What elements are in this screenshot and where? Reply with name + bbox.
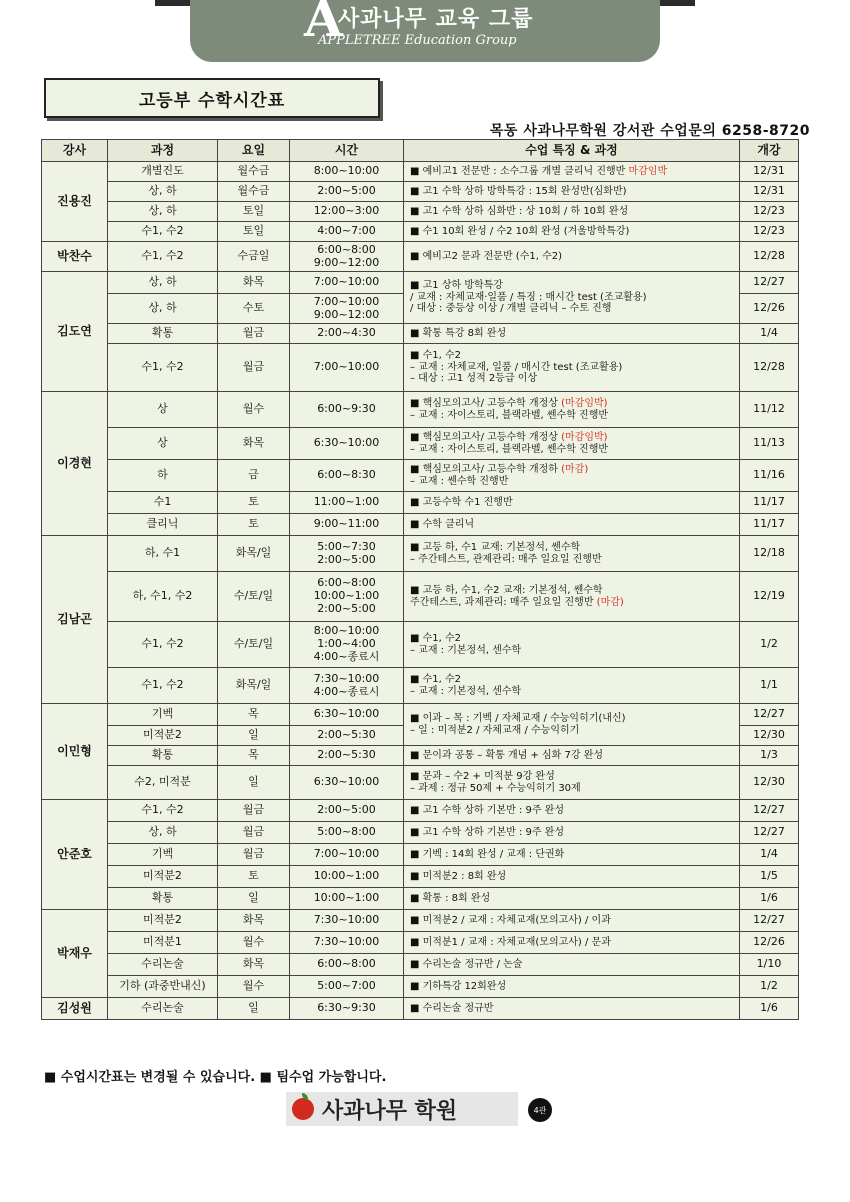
- start-date-cell: 12/26: [740, 932, 799, 954]
- time-cell: 6:30~9:30: [290, 998, 404, 1020]
- feature-text: ■ 확통 : 8회 완성: [410, 892, 491, 904]
- days-cell: 화목: [218, 954, 290, 976]
- table-row: [42, 460, 799, 492]
- feature-text-detail: – 교재 : 자이스토리, 블랙라벨, 쎈수학 진행반: [410, 443, 609, 455]
- days-cell: 월수금: [218, 182, 290, 202]
- course-cell: 상, 하: [108, 182, 218, 202]
- contact-info: 목동 사과나무학원 강서관 수업문의 6258-8720: [489, 123, 810, 139]
- feature-text: ■ 수학 클리닉: [410, 518, 475, 530]
- feature-cell: [404, 514, 740, 536]
- start-date-cell: 12/27: [740, 822, 799, 844]
- start-date-cell: 11/13: [740, 428, 799, 460]
- course-cell: 수2, 미적분: [108, 766, 218, 800]
- col-header-start: 개강: [740, 140, 799, 162]
- feature-text: ■ 문이과 공통 – 확통 개념 + 심화 7강 완성: [410, 749, 604, 761]
- feature-cell: [404, 428, 740, 460]
- table-row: [42, 492, 799, 514]
- time-cell: 7:30~10:00 4:00~종료시: [290, 668, 404, 704]
- col-header-days: 요일: [218, 140, 290, 162]
- table-row: [42, 222, 799, 242]
- table-row: [42, 998, 799, 1020]
- days-cell: 월금: [218, 344, 290, 392]
- start-date-cell: 1/4: [740, 324, 799, 344]
- table-row: [42, 272, 799, 294]
- table-row: [42, 324, 799, 344]
- time-cell: 7:00~10:00 9:00~12:00: [290, 294, 404, 324]
- time-cell: 7:30~10:00: [290, 932, 404, 954]
- feature-cell: [404, 460, 740, 492]
- start-date-cell: 11/17: [740, 492, 799, 514]
- start-date-cell: 12/18: [740, 536, 799, 572]
- start-date-cell: 1/6: [740, 998, 799, 1020]
- days-cell: 월수금: [218, 162, 290, 182]
- feature-cell: [404, 272, 740, 324]
- start-date-cell: 12/30: [740, 726, 799, 746]
- course-cell: 하, 수1, 수2: [108, 572, 218, 622]
- course-cell: 기하 (과중반내신): [108, 976, 218, 998]
- feature-text: ■ 미적분2 : 8회 완성: [410, 870, 507, 882]
- col-header-time: 시간: [290, 140, 404, 162]
- days-cell: 수토: [218, 294, 290, 324]
- days-cell: 화목: [218, 910, 290, 932]
- time-cell: 5:00~7:30 2:00~5:00: [290, 536, 404, 572]
- feature-cell: [404, 392, 740, 428]
- days-cell: 월수: [218, 976, 290, 998]
- table-row: [42, 668, 799, 704]
- feature-text: ■ 수리논술 정규반 / 논술: [410, 958, 523, 970]
- table-row: [42, 822, 799, 844]
- teacher-cell: 김남곤: [42, 536, 108, 704]
- feature-cell: [404, 182, 740, 202]
- time-cell: 11:00~1:00: [290, 492, 404, 514]
- schedule-body: [42, 162, 799, 1020]
- table-row: [42, 910, 799, 932]
- col-header-course: 과정: [108, 140, 218, 162]
- time-cell: 7:30~10:00: [290, 910, 404, 932]
- feature-text: ■ 수1, 수2 – 교재 : 기본정석, 센수학: [410, 673, 522, 697]
- start-date-cell: 11/16: [740, 460, 799, 492]
- time-cell: 12:00~3:00: [290, 202, 404, 222]
- feature-text: ■ 고등 하, 수1 교재: 기본정석, 쎈수학 – 주간테스트, 관제관리: 매주 일요일 진행반: [410, 541, 602, 565]
- feature-text: ■ 핵심모의고사/ 고등수학 개정상: [410, 397, 558, 409]
- start-date-cell: 12/26: [740, 294, 799, 324]
- feature-text: ■ 고1 수학 상하 기본반 : 9주 완성: [410, 826, 565, 838]
- course-cell: 상: [108, 428, 218, 460]
- days-cell: 월금: [218, 800, 290, 822]
- feature-cell: [404, 242, 740, 272]
- days-cell: 토: [218, 866, 290, 888]
- days-cell: 수/토/일: [218, 622, 290, 668]
- start-date-cell: 12/27: [740, 704, 799, 726]
- course-cell: 확통: [108, 746, 218, 766]
- feature-text: ■ 문과 – 수2 + 미적분 9강 완성 – 과제 : 정규 50제 + 수능익히기 30제: [410, 770, 581, 794]
- feature-cell: [404, 800, 740, 822]
- table-row: [42, 844, 799, 866]
- course-cell: 클리닉: [108, 514, 218, 536]
- feature-text: ■ 예비고1 전문반 : 소수그룹 개별 클리닉 진행반: [410, 165, 626, 177]
- col-header-features: 수업 특징 & 과정: [404, 140, 740, 162]
- feature-text: ■ 수1, 수2 – 교재 : 기본정석, 센수학: [410, 632, 522, 656]
- days-cell: 일: [218, 766, 290, 800]
- start-date-cell: 12/23: [740, 202, 799, 222]
- apple-icon: [292, 1098, 314, 1120]
- feature-cell: [404, 324, 740, 344]
- table-row: [42, 182, 799, 202]
- feature-text: ■ 수1, 수2 – 교재 : 자체교재, 일품 / 매시간 test (조교활용) – 대상 : 고1 성적 2등급 이상: [410, 349, 623, 385]
- teacher-cell: 이민형: [42, 704, 108, 800]
- feature-text: ■ 핵심모의고사/ 고등수학 개정하: [410, 463, 558, 475]
- days-cell: 화목/일: [218, 536, 290, 572]
- header-edge-left: [155, 0, 190, 6]
- feature-cell: [404, 572, 740, 622]
- feature-text-detail: – 교재 : 자이스토리, 블랙라벨, 쎈수학 진행반: [410, 409, 609, 421]
- table-row: [42, 932, 799, 954]
- time-cell: 5:00~8:00: [290, 822, 404, 844]
- table-row: [42, 514, 799, 536]
- deadline-badge: (마감임박): [561, 397, 608, 409]
- course-cell: 하, 수1: [108, 536, 218, 572]
- start-date-cell: 1/4: [740, 844, 799, 866]
- footer-academy-name: 사과나무 학원: [322, 1098, 458, 1124]
- feature-text: ■ 이과 – 목 : 기벡 / 자체교재 / 수능익히기(내신) – 일 : 미적분2 / 자체교재 / 수능익히기: [410, 712, 626, 736]
- feature-text: ■ 고1 수학 상하 기본반 : 9주 완성: [410, 804, 565, 816]
- feature-text: ■ 기벡 : 14회 완성 / 교재 : 단권화: [410, 848, 565, 860]
- branch-badge: 4관: [528, 1098, 552, 1122]
- feature-cell: [404, 344, 740, 392]
- days-cell: 토일: [218, 222, 290, 242]
- course-cell: 기벡: [108, 704, 218, 726]
- days-cell: 화목: [218, 428, 290, 460]
- course-cell: 수1, 수2: [108, 344, 218, 392]
- time-cell: 6:30~10:00: [290, 766, 404, 800]
- feature-cell: [404, 954, 740, 976]
- feature-text: ■ 미적분2 / 교재 : 자체교재(모의고사) / 이과: [410, 914, 611, 926]
- days-cell: 토일: [218, 202, 290, 222]
- days-cell: 월금: [218, 324, 290, 344]
- footer-logo: [286, 1092, 518, 1126]
- feature-text-detail: – 교재 : 쎈수학 진행반: [410, 475, 509, 487]
- course-cell: 수리논술: [108, 998, 218, 1020]
- feature-cell: [404, 998, 740, 1020]
- schedule-table: [41, 139, 799, 1020]
- start-date-cell: 12/27: [740, 272, 799, 294]
- feature-cell: [404, 492, 740, 514]
- table-row: [42, 866, 799, 888]
- start-date-cell: 12/27: [740, 800, 799, 822]
- time-cell: 6:00~9:30: [290, 392, 404, 428]
- table-row: [42, 344, 799, 392]
- teacher-cell: 안준호: [42, 800, 108, 910]
- time-cell: 8:00~10:00: [290, 162, 404, 182]
- feature-cell: [404, 844, 740, 866]
- days-cell: 토: [218, 492, 290, 514]
- deadline-badge: (마감): [561, 463, 589, 475]
- teacher-cell: 진용진: [42, 162, 108, 242]
- course-cell: 상: [108, 392, 218, 428]
- course-cell: 수1, 수2: [108, 622, 218, 668]
- time-cell: 6:00~8:00: [290, 954, 404, 976]
- start-date-cell: 12/28: [740, 242, 799, 272]
- feature-text: ■ 기하특강 12회완성: [410, 980, 507, 992]
- feature-text: ■ 수1 10회 완성 / 수2 10회 완성 (겨울방학특강): [410, 225, 630, 237]
- feature-text: ■ 고1 수학 상하 심화반 : 상 10회 / 하 10회 완성: [410, 205, 629, 217]
- time-cell: 6:30~10:00: [290, 704, 404, 726]
- days-cell: 목: [218, 704, 290, 726]
- feature-cell: [404, 766, 740, 800]
- feature-cell: [404, 622, 740, 668]
- days-cell: 화목: [218, 272, 290, 294]
- feature-cell: [404, 668, 740, 704]
- feature-text: ■ 고등 하, 수1, 수2 교재: 기본정석, 쎈수학 주간테스트, 과제관리: 매주 일요일 진행반: [410, 584, 603, 608]
- course-cell: 미적분2: [108, 726, 218, 746]
- feature-cell: [404, 932, 740, 954]
- table-row: [42, 746, 799, 766]
- feature-text: ■ 예비고2 문과 전문반 (수1, 수2): [410, 250, 563, 262]
- teacher-cell: 김성원: [42, 998, 108, 1020]
- course-cell: 수1, 수2: [108, 242, 218, 272]
- deadline-badge: (마감): [596, 596, 624, 608]
- course-cell: 상, 하: [108, 822, 218, 844]
- days-cell: 목: [218, 746, 290, 766]
- course-cell: 상, 하: [108, 272, 218, 294]
- feature-cell: [404, 704, 740, 746]
- course-cell: 하: [108, 460, 218, 492]
- days-cell: 화목/일: [218, 668, 290, 704]
- course-cell: 수1, 수2: [108, 222, 218, 242]
- time-cell: 4:00~7:00: [290, 222, 404, 242]
- course-cell: 상, 하: [108, 202, 218, 222]
- feature-cell: [404, 746, 740, 766]
- table-row: [42, 800, 799, 822]
- start-date-cell: 1/6: [740, 888, 799, 910]
- feature-cell: [404, 866, 740, 888]
- logo-korean: 사과나무 교육 그룹: [338, 7, 534, 32]
- start-date-cell: 12/23: [740, 222, 799, 242]
- table-row: [42, 572, 799, 622]
- start-date-cell: 1/2: [740, 622, 799, 668]
- days-cell: 월수: [218, 392, 290, 428]
- time-cell: 6:00~8:30: [290, 460, 404, 492]
- course-cell: 미적분2: [108, 910, 218, 932]
- start-date-cell: 12/19: [740, 572, 799, 622]
- notes-text: ■ 수업시간표는 변경될 수 있습니다. ■ 팀수업 가능합니다.: [44, 1070, 387, 1085]
- teacher-cell: 박재우: [42, 910, 108, 998]
- table-header-row: [42, 140, 799, 162]
- feature-cell: [404, 888, 740, 910]
- table-row: [42, 536, 799, 572]
- feature-cell: [404, 536, 740, 572]
- feature-cell: [404, 976, 740, 998]
- time-cell: 2:00~5:30: [290, 746, 404, 766]
- start-date-cell: 1/2: [740, 976, 799, 998]
- feature-text: ■ 고1 상하 방학특강 / 교재 : 자체교재·일품 / 특징 : 매시간 test (조교활용) / 대상 : 중등상 이상 / 개별 클리닉 – 수토 진행: [410, 279, 647, 315]
- col-header-teacher: 강사: [42, 140, 108, 162]
- days-cell: 수/토/일: [218, 572, 290, 622]
- time-cell: 10:00~1:00: [290, 888, 404, 910]
- feature-text: ■ 고1 수학 상하 방학특강 : 15회 완성반(심화반): [410, 185, 627, 197]
- start-date-cell: 12/28: [740, 344, 799, 392]
- feature-text: ■ 확통 특강 8회 완성: [410, 327, 507, 339]
- time-cell: 8:00~10:00 1:00~4:00 4:00~종료시: [290, 622, 404, 668]
- table-row: [42, 888, 799, 910]
- start-date-cell: 1/1: [740, 668, 799, 704]
- start-date-cell: 12/31: [740, 162, 799, 182]
- table-row: [42, 704, 799, 726]
- days-cell: 월금: [218, 844, 290, 866]
- table-row: [42, 428, 799, 460]
- time-cell: 5:00~7:00: [290, 976, 404, 998]
- feature-text: ■ 미적분1 / 교재 : 자체교재(모의고사) / 문과: [410, 936, 611, 948]
- feature-cell: [404, 222, 740, 242]
- course-cell: 미적분2: [108, 866, 218, 888]
- time-cell: 10:00~1:00: [290, 866, 404, 888]
- days-cell: 수금일: [218, 242, 290, 272]
- course-cell: 개별진도: [108, 162, 218, 182]
- course-cell: 상, 하: [108, 294, 218, 324]
- start-date-cell: 1/3: [740, 746, 799, 766]
- course-cell: 수리논술: [108, 954, 218, 976]
- start-date-cell: 12/31: [740, 182, 799, 202]
- time-cell: 9:00~11:00: [290, 514, 404, 536]
- table-row: [42, 954, 799, 976]
- feature-text: ■ 고등수학 수1 진행반: [410, 496, 513, 508]
- days-cell: 월수: [218, 932, 290, 954]
- table-row: [42, 162, 799, 182]
- logo-letter: A: [304, 0, 343, 48]
- table-row: [42, 976, 799, 998]
- start-date-cell: 12/30: [740, 766, 799, 800]
- header-edge-right: [660, 0, 695, 6]
- start-date-cell: 1/5: [740, 866, 799, 888]
- time-cell: 7:00~10:00: [290, 344, 404, 392]
- time-cell: 6:00~8:00 10:00~1:00 2:00~5:00: [290, 572, 404, 622]
- time-cell: 7:00~10:00: [290, 272, 404, 294]
- table-row: [42, 766, 799, 800]
- teacher-cell: 김도연: [42, 272, 108, 392]
- time-cell: 2:00~5:00: [290, 800, 404, 822]
- course-cell: 수1, 수2: [108, 800, 218, 822]
- course-cell: 수1, 수2: [108, 668, 218, 704]
- time-cell: 2:00~4:30: [290, 324, 404, 344]
- deadline-badge: 마감임박: [628, 165, 668, 177]
- feature-cell: [404, 910, 740, 932]
- time-cell: 2:00~5:00: [290, 182, 404, 202]
- feature-text: ■ 수리논술 정규반: [410, 1002, 494, 1014]
- teacher-cell: 박찬수: [42, 242, 108, 272]
- time-cell: 6:30~10:00: [290, 428, 404, 460]
- days-cell: 금: [218, 460, 290, 492]
- table-row: [42, 392, 799, 428]
- table-row: [42, 622, 799, 668]
- deadline-badge: (마감임박): [561, 431, 608, 443]
- course-cell: 미적분1: [108, 932, 218, 954]
- feature-cell: [404, 202, 740, 222]
- days-cell: 토: [218, 514, 290, 536]
- course-cell: 확통: [108, 888, 218, 910]
- table-row: [42, 202, 799, 222]
- start-date-cell: 11/17: [740, 514, 799, 536]
- page-title: 고등부 수학시간표: [44, 78, 380, 118]
- teacher-cell: 이경현: [42, 392, 108, 536]
- start-date-cell: 1/10: [740, 954, 799, 976]
- course-cell: 수1: [108, 492, 218, 514]
- start-date-cell: 11/12: [740, 392, 799, 428]
- feature-cell: [404, 162, 740, 182]
- logo-english: APPLETREE Education Group: [318, 33, 517, 48]
- feature-text: ■ 핵심모의고사/ 고등수학 개정상: [410, 431, 558, 443]
- time-cell: 6:00~8:00 9:00~12:00: [290, 242, 404, 272]
- table-row: [42, 242, 799, 272]
- days-cell: 일: [218, 726, 290, 746]
- days-cell: 일: [218, 998, 290, 1020]
- time-cell: 2:00~5:30: [290, 726, 404, 746]
- start-date-cell: 12/27: [740, 910, 799, 932]
- days-cell: 월금: [218, 822, 290, 844]
- days-cell: 일: [218, 888, 290, 910]
- time-cell: 7:00~10:00: [290, 844, 404, 866]
- course-cell: 기벡: [108, 844, 218, 866]
- course-cell: 확통: [108, 324, 218, 344]
- feature-cell: [404, 822, 740, 844]
